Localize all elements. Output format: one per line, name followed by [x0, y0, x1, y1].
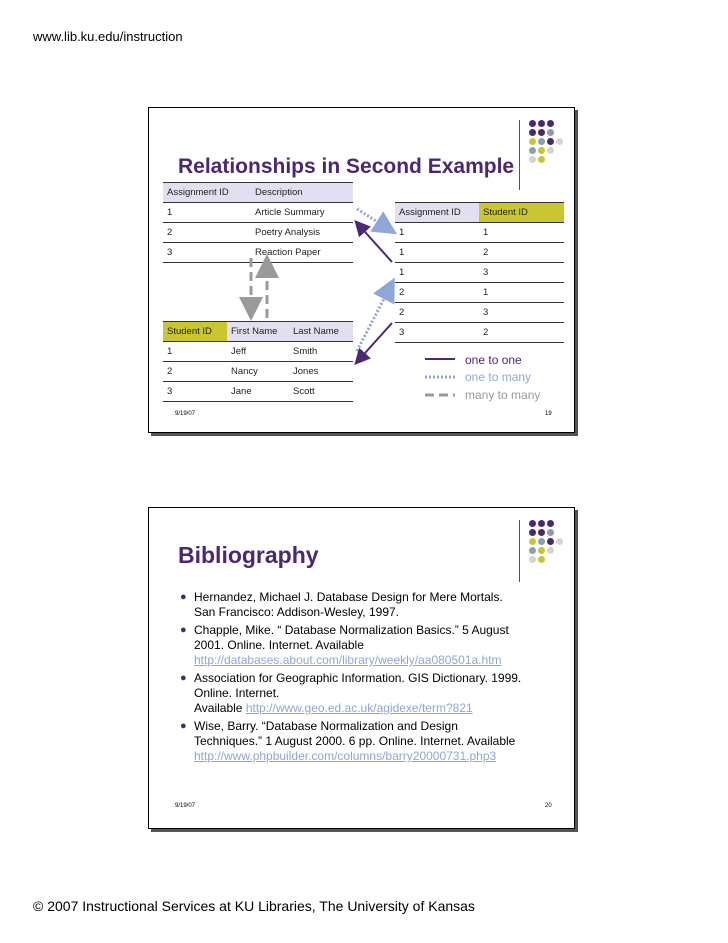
slide-number: 20 [545, 803, 552, 809]
table-cell: 3 [395, 323, 479, 343]
slide-number: 19 [545, 411, 552, 417]
table-cell: 3 [479, 263, 564, 283]
decor-dot [547, 547, 554, 554]
decor-dot [529, 547, 536, 554]
column-header: Assignment ID [163, 183, 251, 203]
slide-title: Bibliography [178, 542, 319, 568]
entry-text: Online. Internet. [194, 686, 280, 700]
decor-dot [538, 520, 545, 527]
slide-date: 9/19/07 [175, 803, 196, 809]
entry-text: Wise, Barry. “Database Normalization and Design [194, 719, 458, 733]
slide-20 [148, 507, 575, 829]
table-cell: 1 [163, 342, 227, 362]
bibliography-list [178, 590, 548, 767]
entry-link[interactable]: http://www.phpbuilder.com/columns/barry20000731.php3 [194, 749, 497, 763]
entry-text: Chapple, Mike. “ Database Normalization Basics.” 5 August [194, 623, 509, 637]
column-header: Last Name [289, 322, 353, 342]
bullet-icon: ● [180, 672, 187, 684]
table-cell: Smith [289, 342, 353, 362]
entry-text: San Francisco: Addison-Wesley, 1997. [194, 605, 399, 619]
table-cell: Reaction Paper [251, 243, 353, 263]
table-cell: Jones [289, 362, 353, 382]
decor-dot [529, 538, 536, 545]
table-cell: 1 [163, 203, 251, 223]
decor-dot [538, 556, 545, 563]
table-cell: 2 [395, 303, 479, 323]
table-cell: 1 [395, 223, 479, 243]
column-header: Student ID [163, 322, 227, 342]
entry-text: Techniques.” 1 August 2000. 6 pp. Online. Internet. Available [194, 734, 516, 748]
decor-dot [547, 520, 554, 527]
legend-many-to-many: many to many [465, 388, 541, 402]
table-cell: 2 [479, 323, 564, 343]
decor-dot [547, 529, 554, 536]
table-cell: 2 [163, 362, 227, 382]
column-header: First Name [227, 322, 289, 342]
list-item [178, 719, 548, 764]
table-cell: Scott [289, 382, 353, 402]
table-cell: Jane [227, 382, 289, 402]
header-url: www.lib.ku.edu/instruction [33, 29, 183, 44]
list-item [178, 590, 548, 620]
entry-text: 2001. Online. Internet. Available [194, 638, 364, 652]
table-cell: Poetry Analysis [251, 223, 353, 243]
entry-text-with-link [194, 701, 548, 716]
decor-dot [529, 556, 536, 563]
entry-text: Hernandez, Michael J. Database Design for Mere Mortals. [194, 590, 503, 604]
table-cell: 3 [163, 243, 251, 263]
table-cell: 2 [163, 223, 251, 243]
one-to-one-arrow [357, 223, 392, 262]
table-cell: 3 [479, 303, 564, 323]
table-cell: 1 [395, 263, 479, 283]
entry-text: Association for Geographic Information. GIS Dictionary. 1999. [194, 671, 522, 685]
list-item [178, 671, 548, 716]
table-cell: 1 [479, 283, 564, 303]
slide-title: Relationships in Second Example [178, 155, 515, 178]
table-cell: Jeff [227, 342, 289, 362]
one-to-many-arrow [357, 283, 392, 351]
table-cell: 1 [395, 243, 479, 263]
column-header: Student ID [479, 203, 564, 223]
bullet-icon: ● [180, 720, 187, 732]
decor-dot [538, 538, 545, 545]
decor-dot [529, 520, 536, 527]
table-cell: 2 [395, 283, 479, 303]
decor-vertical-line [519, 520, 520, 582]
bullet-icon: ● [180, 591, 187, 603]
bullet-icon: ● [180, 624, 187, 636]
entry-text: Available [194, 701, 243, 715]
slide-date: 9/19/07 [175, 411, 196, 417]
decor-dot [538, 547, 545, 554]
legend-one-to-many: one to many [465, 370, 532, 384]
table-cell: 1 [479, 223, 564, 243]
column-header: Description [251, 183, 353, 203]
table-cell: 3 [163, 382, 227, 402]
table-cell: Nancy [227, 362, 289, 382]
footer-copyright: © 2007 Instructional Services at KU Libraries, The University of Kansas [33, 898, 475, 914]
decor-dot [538, 529, 545, 536]
list-item [178, 623, 548, 668]
decor-dot [529, 529, 536, 536]
entry-link[interactable]: http://www.geo.ed.ac.uk/agidexe/term?821 [245, 701, 473, 715]
column-header: Assignment ID [395, 203, 479, 223]
entry-link[interactable]: http://databases.about.com/library/weekly/aa080501a.htm [194, 653, 502, 667]
decor-dot [556, 538, 563, 545]
legend-one-to-one: one to one [465, 353, 522, 367]
slide-19 [148, 107, 575, 433]
decor-dot [547, 538, 554, 545]
table-cell: Article Summary [251, 203, 353, 223]
table-cell: 2 [479, 243, 564, 263]
